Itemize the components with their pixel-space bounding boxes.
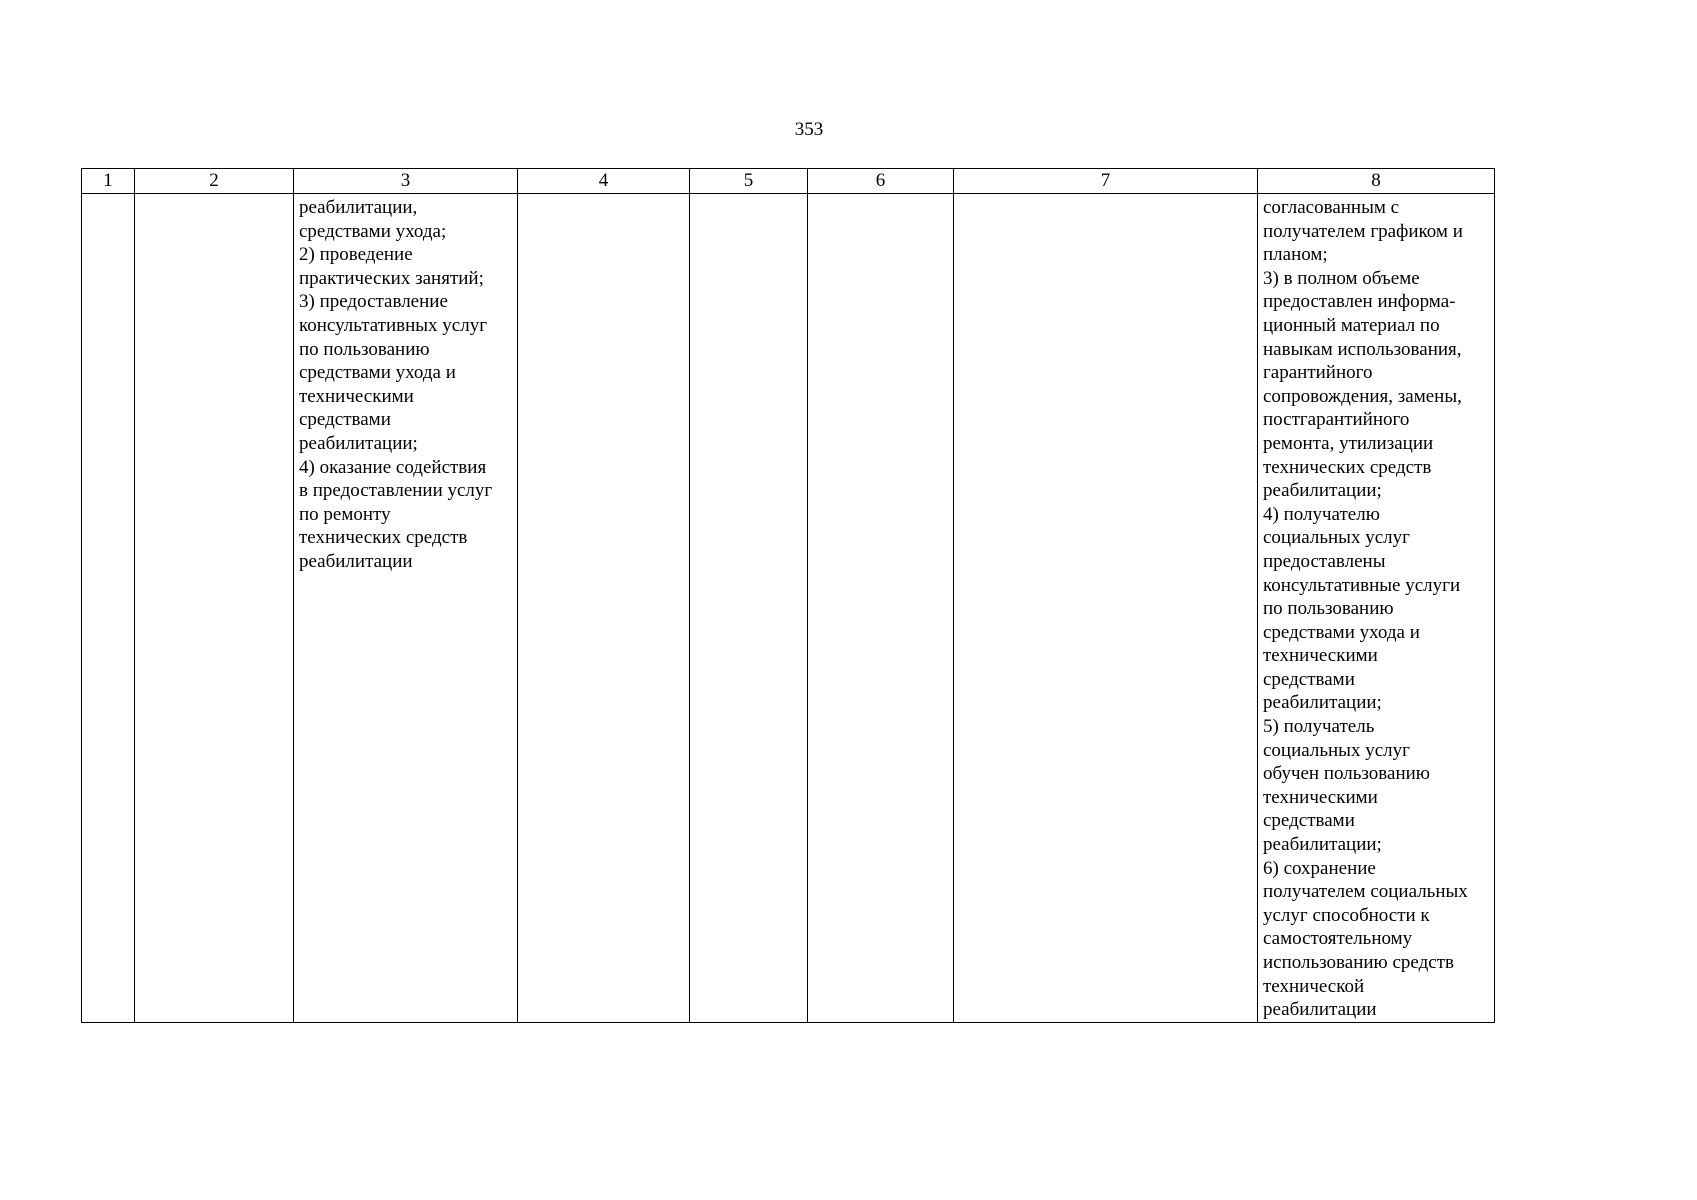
column-header: 6 xyxy=(808,169,954,194)
table-header-row xyxy=(82,169,1495,194)
table-cell-col5 xyxy=(690,194,808,1023)
table-cell-col3 xyxy=(294,194,518,1023)
column-header: 4 xyxy=(518,169,690,194)
cell-text-col4 xyxy=(518,194,689,196)
column-header: 7 xyxy=(954,169,1258,194)
table-cell-col7 xyxy=(954,194,1258,1023)
cell-text-col3: реабилитации, средствами ухода; 2) проведение практических занятий; 3) предоставление консультативных услуг по пользованию средствами ухода и техническими средствами реабилитации; 4) оказание содействия в предоставлении услуг по ремонту технических средств реабилитации xyxy=(299,197,493,572)
table-cell-col1 xyxy=(82,194,135,1023)
cell-text-col1 xyxy=(82,194,134,196)
cell-text-col2 xyxy=(135,194,293,196)
table-cell-col8 xyxy=(1258,194,1495,1023)
table-row xyxy=(82,194,1495,1023)
cell-text-col5 xyxy=(690,194,807,196)
document-table xyxy=(81,168,1495,1023)
table-cell-col4 xyxy=(518,194,690,1023)
cell-text-col6 xyxy=(808,194,953,196)
column-header: 1 xyxy=(82,169,135,194)
column-header: 5 xyxy=(690,169,808,194)
column-header: 8 xyxy=(1258,169,1495,194)
column-header: 2 xyxy=(135,169,294,194)
page-number: 353 xyxy=(794,119,824,140)
table-cell-col2 xyxy=(135,194,294,1023)
column-header: 3 xyxy=(294,169,518,194)
cell-text-col8: согласованным с получателем графиком и планом; 3) в полном объеме предоставлен информа- ционный материал по навыкам использования, гарантийного сопровождения, замены, постгарантийного ремонта, утилизации технических средств реабилитации; 4) получателю социальных услуг предоставлены консультативные услуги по пользованию средствами ухода и техническими средствами реабилитации; 5) получатель социальных услуг обучен пользованию техническими средствами реабилитации; 6) сохранение получателем социальных услуг способности к самостоятельному использованию средств технической реабилитации xyxy=(1263,197,1468,1021)
cell-text-col7 xyxy=(954,194,1257,196)
table-cell-col6 xyxy=(808,194,954,1023)
